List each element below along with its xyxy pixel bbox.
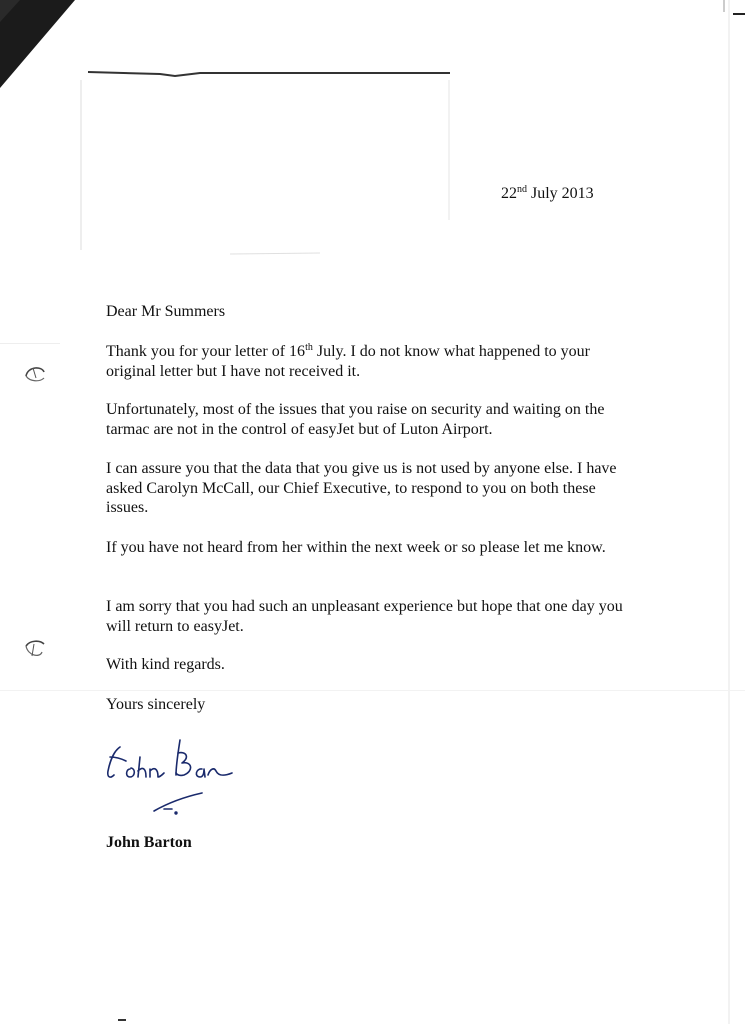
date-day-suffix: nd [517, 184, 527, 195]
paragraph-1-start: Thank you for your letter of 16 [106, 343, 306, 360]
paragraph-2: Unfortunately, most of the issues that you raise on security and waiting on the tarmac are not in the control of easyJet but of Luton Airport. [106, 401, 605, 438]
scan-edge [715, 0, 745, 1024]
salutation: Dear Mr Summers [106, 303, 226, 320]
folded-corner [0, 0, 80, 90]
date-rest: July 2013 [527, 185, 594, 202]
paragraph-1-sup: th [305, 342, 313, 353]
date-day: 22 [501, 185, 517, 202]
paragraph-1 [106, 342, 626, 381]
paragraph-3: I can assure you that the data that you give us is not used by anyone else. I have asked Carolyn McCall, our Chief Executive, to respond to you on both these issues. [106, 460, 617, 516]
paragraph-5: I am sorry that you had such an unpleasant experience but hope that one day you will return to easyJet. [106, 598, 623, 635]
fold-line-mid [0, 343, 60, 344]
punch-hole-mark-top [20, 362, 50, 386]
punch-hole-mark-bottom [20, 636, 50, 662]
signatory-name: John Barton [106, 834, 192, 851]
bottom-mark [118, 1019, 126, 1021]
closing: Yours sincerely [106, 696, 206, 713]
redacted-address-area [80, 70, 450, 255]
fold-line [0, 690, 745, 691]
paragraph-4: If you have not heard from her within the next week or so please let me know. [106, 539, 606, 556]
handwritten-signature [98, 735, 248, 825]
letter-date [501, 184, 594, 204]
kind-regards: With kind regards. [106, 656, 225, 673]
paragraph-1-end: July. I do not know what happened to your original letter but I have not received it. [106, 343, 590, 380]
